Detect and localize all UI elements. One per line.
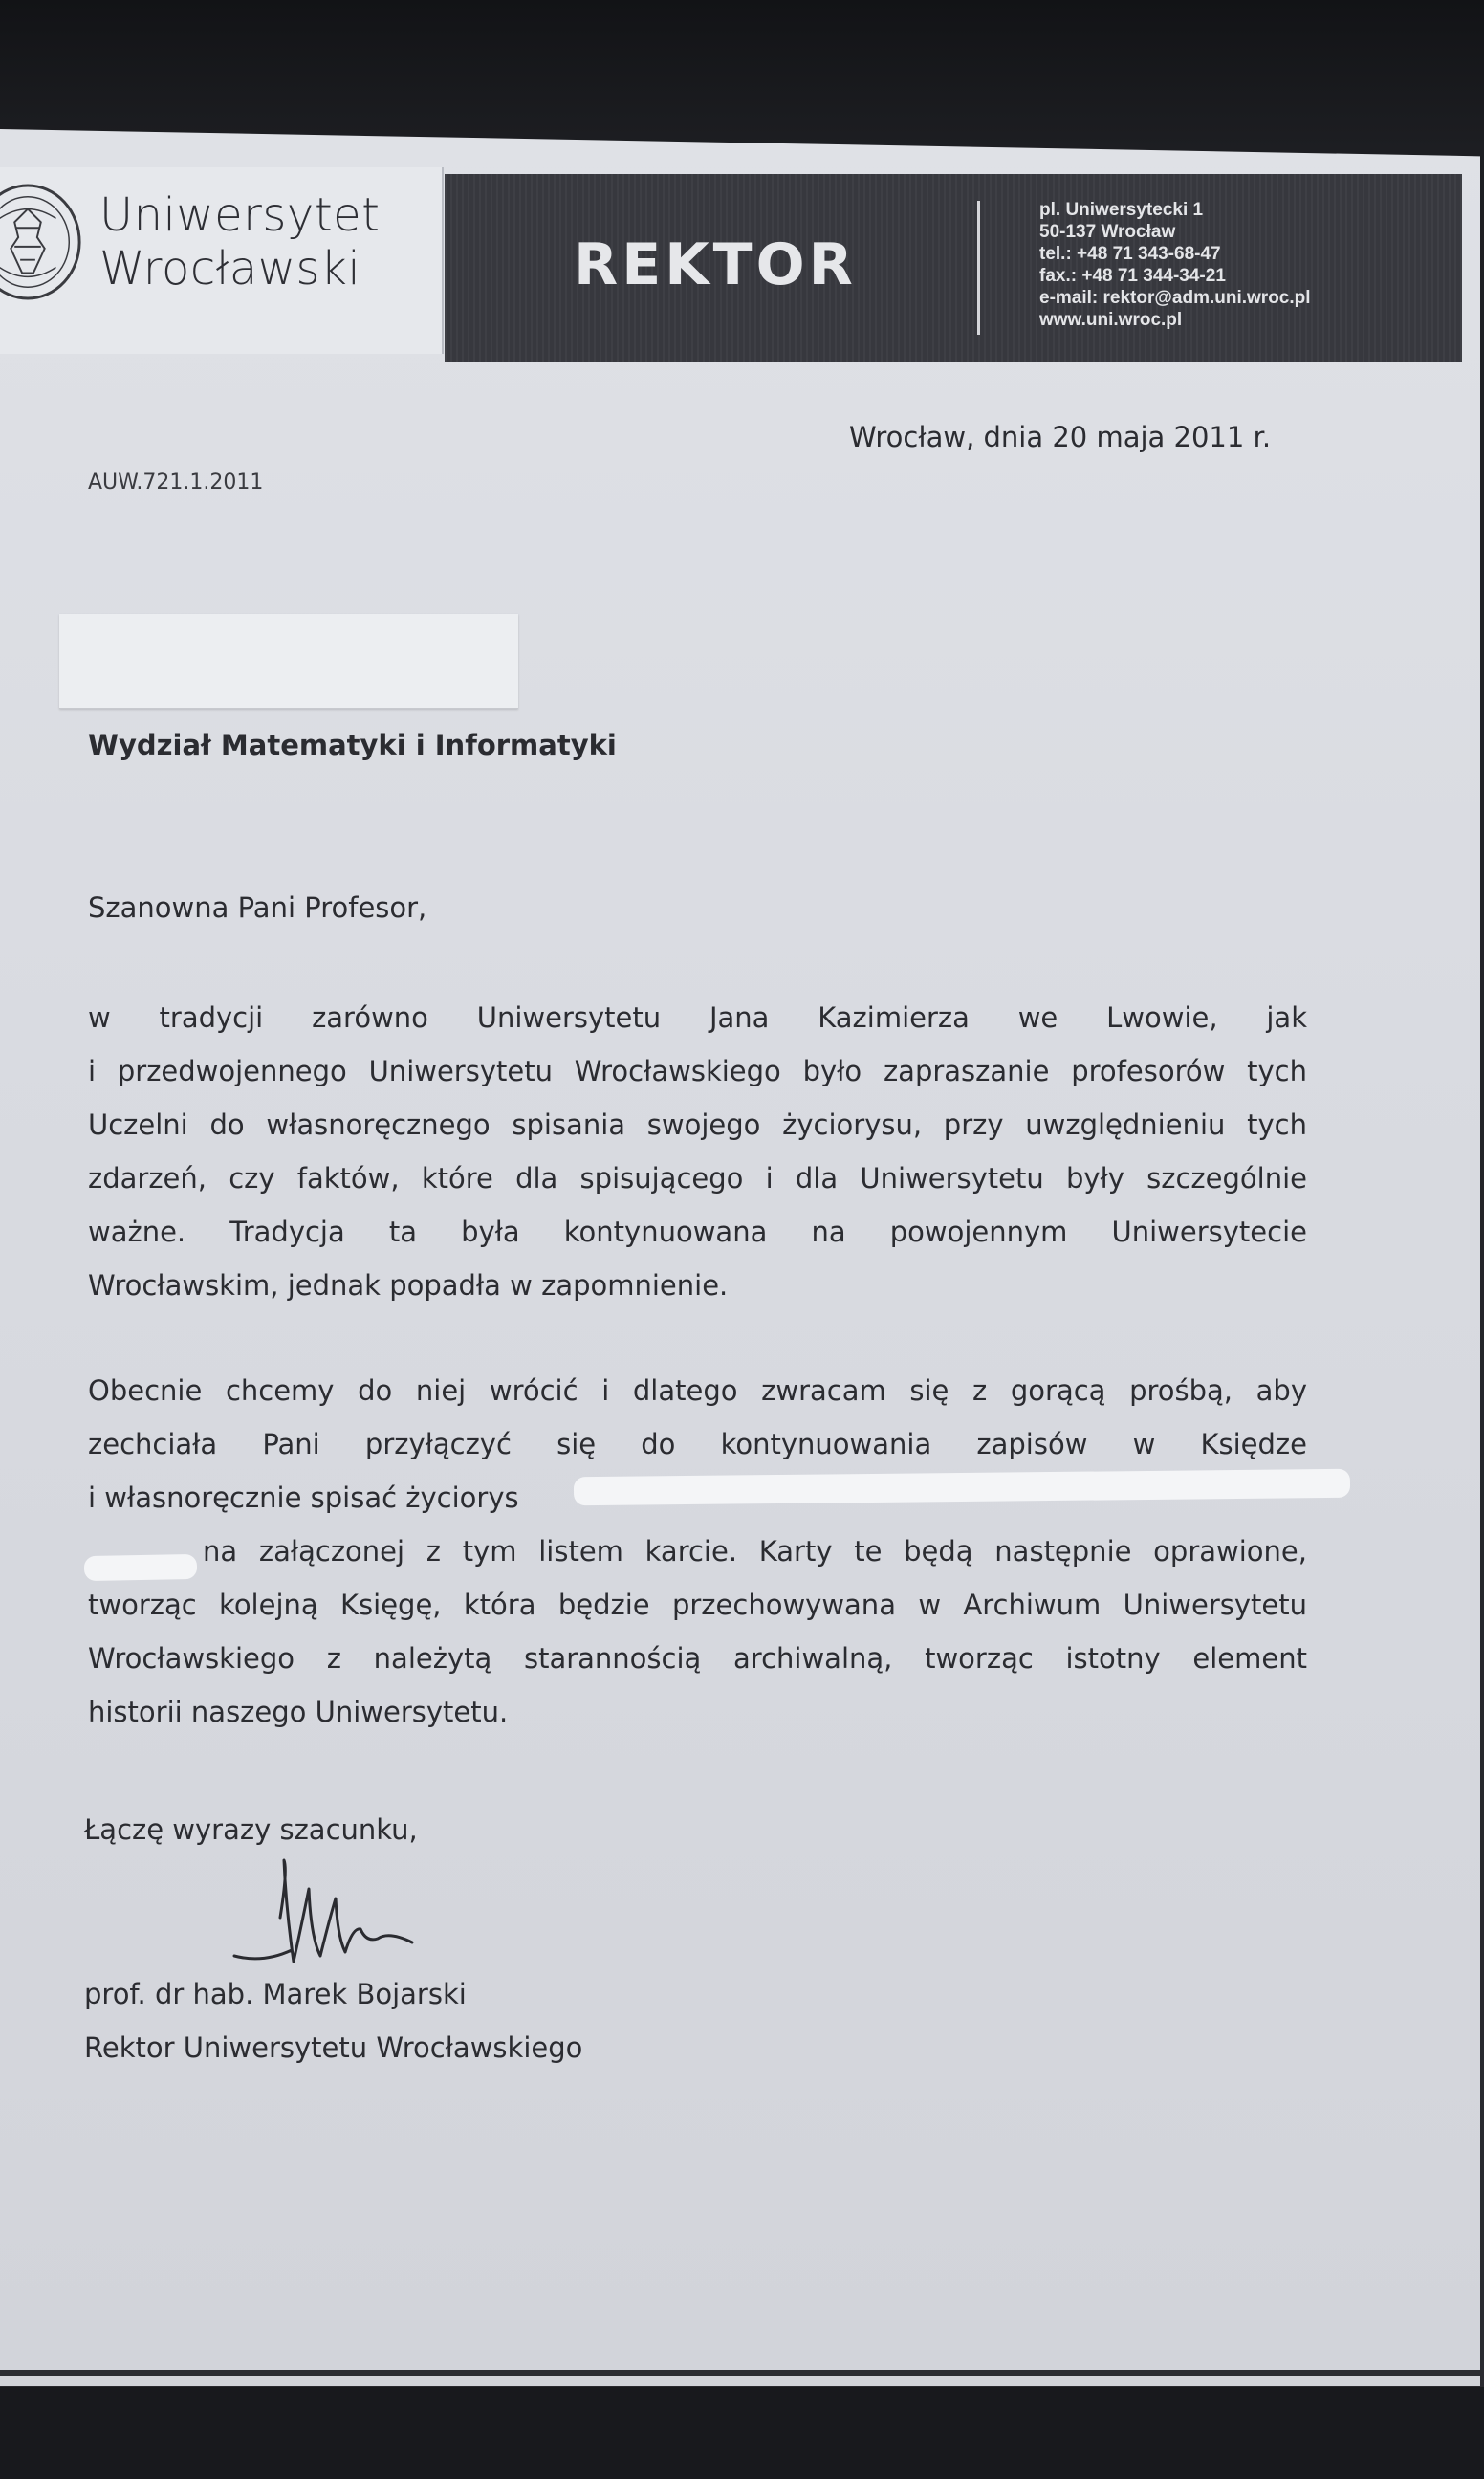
paragraph-2-line: Wrocławskiego z należytą starannością archiwalną, tworząc istotny element [88, 1642, 1307, 1675]
closing-phrase: Łączę wyrazy szacunku, [84, 1813, 418, 1846]
paragraph-1-line: Wrocławskim, jednak popadła w zapomnienie. [88, 1269, 729, 1302]
address-line2: 50-137 Wrocław [1039, 222, 1176, 242]
paragraph-1-line: ważne. Tradycja ta była kontynuowana na powojennym Uniwersytecie [88, 1216, 1307, 1248]
university-name-line1: Uniwersytet [99, 188, 381, 242]
contact-block [1039, 199, 1311, 331]
email-address: e-mail: rektor@adm.uni.wroc.pl [1039, 288, 1311, 308]
handwritten-signature [225, 1851, 426, 1975]
redaction-mark [84, 1554, 197, 1581]
letterhead-divider [977, 201, 980, 335]
paragraph-1 [88, 991, 1307, 1312]
letterhead-logo-panel [0, 167, 444, 354]
paragraph-2-line: Obecnie chcemy do niej wrócić i dlatego zwracam się z gorącą prośbą, aby [88, 1374, 1307, 1407]
redacted-addressee [59, 614, 518, 709]
fax-number: fax.: +48 71 344-34-21 [1039, 266, 1226, 286]
paragraph-2-line: historii naszego Uniwersytetu. [88, 1696, 509, 1728]
place-and-date: Wrocław, dnia 20 maja 2011 r. [849, 421, 1272, 453]
paragraph-2 [88, 1364, 1307, 1739]
university-name-line2: Wrocławski [99, 242, 361, 296]
paragraph-1-line: i przedwojennego Uniwersytetu Wrocławskiego było zapraszanie profesorów tych [88, 1055, 1307, 1087]
letterhead-band [445, 174, 1462, 362]
photo-bottom-edge [0, 2387, 1484, 2479]
office-title: REKTOR [574, 231, 857, 298]
paragraph-2-line: tworząc kolejną Księgę, która będzie przechowywana w Archiwum Uniwersytetu [88, 1589, 1307, 1621]
faculty-name: Wydział Matematyki i Informatyki [88, 729, 617, 761]
website-address: www.uni.wroc.pl [1039, 310, 1183, 330]
university-seal-icon [0, 179, 84, 305]
phone-number: tel.: +48 71 343-68-47 [1039, 244, 1221, 264]
paragraph-1-line: w tradycji zarówno Uniwersytetu Jana Kazimierza we Lwowie, jak [88, 1001, 1307, 1034]
paragraph-2-line: na załączonej z tym listem karcie. Karty te będą następnie oprawione, [203, 1535, 1307, 1568]
signatory-title: Rektor Uniwersytetu Wrocławskiego [84, 2031, 583, 2064]
paragraph-1-line: Uczelni do własnoręcznego spisania swojego życiorysu, przy uwzględnieniu tych [88, 1108, 1307, 1141]
paragraph-1-line: zdarzeń, czy faktów, które dla spisującego i dla Uniwersytetu były szczególnie [88, 1162, 1307, 1195]
university-name [99, 188, 381, 296]
salutation: Szanowna Pani Profesor, [88, 891, 427, 924]
signatory-name: prof. dr hab. Marek Bojarski [84, 1978, 467, 2010]
paragraph-2-line: zechciała Pani przyłączyć się do kontynuowania zapisów w Księdze [88, 1428, 1307, 1460]
paragraph-2-line: i własnoręcznie spisać życiorys [88, 1481, 519, 1514]
reference-number: AUW.721.1.2011 [88, 471, 264, 494]
footer-rule [0, 2370, 1480, 2376]
address-line1: pl. Uniwersytecki 1 [1039, 200, 1204, 220]
